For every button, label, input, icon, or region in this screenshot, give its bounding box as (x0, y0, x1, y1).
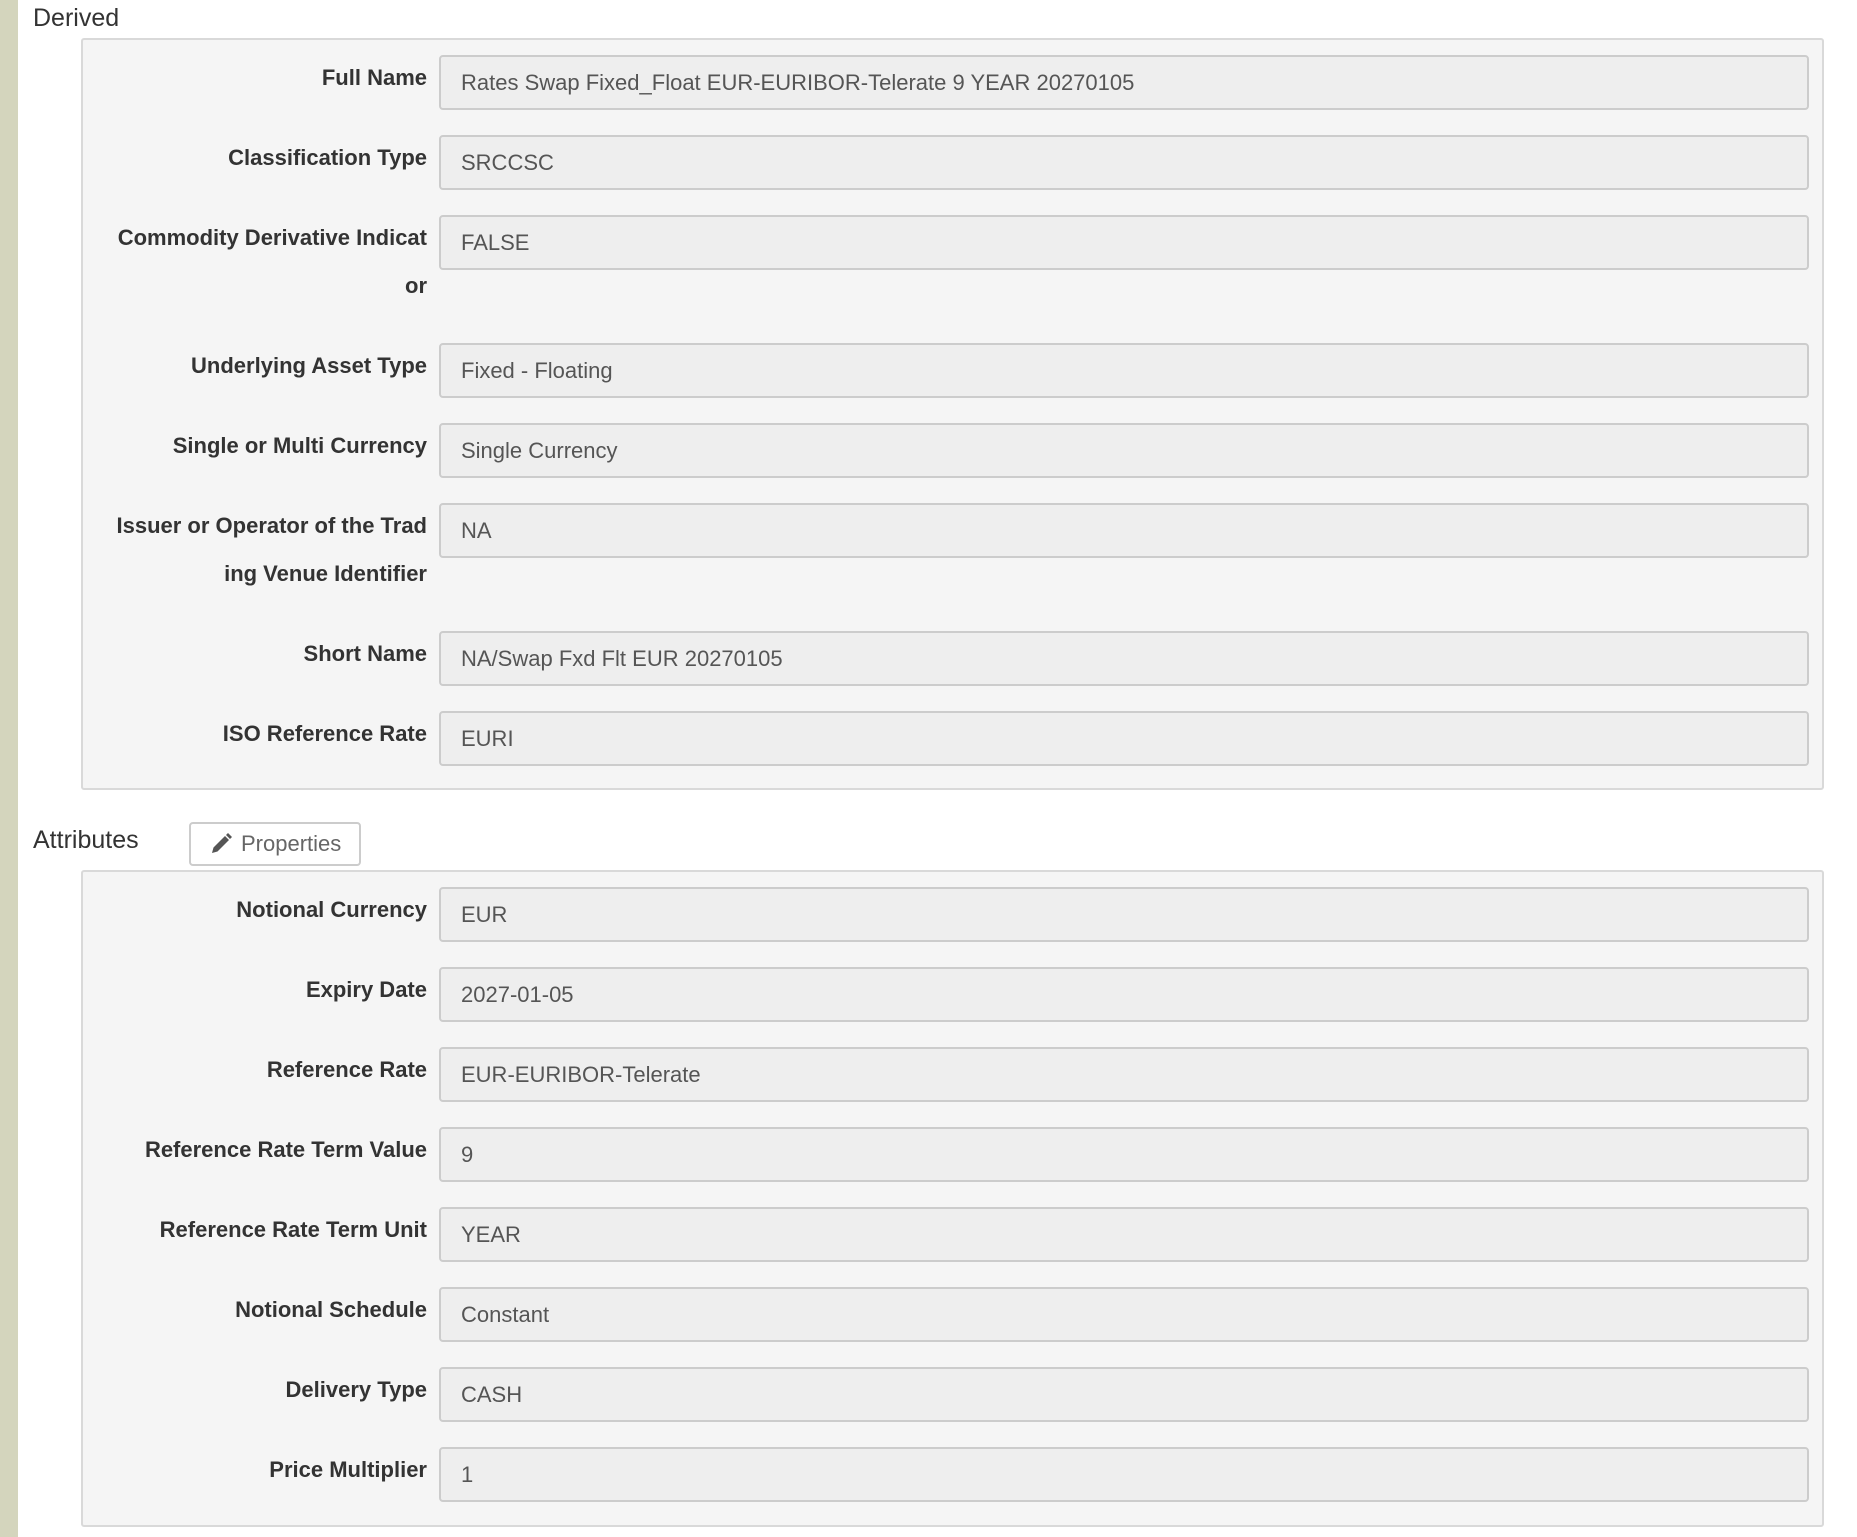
notional-currency-label: Notional Currency (236, 897, 427, 922)
delivery-type-label: Delivery Type (285, 1377, 427, 1402)
price-multiplier-field[interactable]: 1 (439, 1447, 1809, 1502)
reference-rate-term-value-field[interactable]: 9 (439, 1127, 1809, 1182)
price-multiplier-label: Price Multiplier (269, 1457, 427, 1482)
iso-reference-rate-label: ISO Reference Rate (222, 721, 427, 746)
underlying-asset-type-label: Underlying Asset Type (191, 353, 427, 378)
pencil-icon (209, 832, 233, 856)
notional-schedule-label: Notional Schedule (235, 1297, 427, 1322)
classification-type-label: Classification Type (228, 145, 427, 170)
attributes-heading: Attributes (33, 826, 139, 854)
notional-schedule-field[interactable]: Constant (439, 1287, 1809, 1342)
full-name-label: Full Name (321, 65, 427, 90)
reference-rate-term-unit-label: Reference Rate Term Unit (159, 1217, 427, 1242)
commodity-derivative-indicator-label-wrap: or (405, 273, 427, 298)
derived-panel (81, 38, 1824, 790)
notional-currency-field[interactable]: EUR (439, 887, 1809, 942)
single-or-multi-currency-label: Single or Multi Currency (172, 433, 427, 458)
underlying-asset-type-field[interactable]: Fixed - Floating (439, 343, 1809, 398)
expiry-date-label: Expiry Date (305, 977, 427, 1002)
properties-button-label: Properties (241, 831, 342, 856)
reference-rate-term-unit-field[interactable]: YEAR (439, 1207, 1809, 1262)
reference-rate-field[interactable]: EUR-EURIBOR-Telerate (439, 1047, 1809, 1102)
content-page (18, 0, 1857, 1537)
properties-button[interactable] (189, 822, 361, 866)
classification-type-field[interactable]: SRCCSC (439, 135, 1809, 190)
short-name-field[interactable]: NA/Swap Fxd Flt EUR 20270105 (439, 631, 1809, 686)
issuer-or-operator-label: Issuer or Operator of the Trad (116, 513, 427, 538)
derived-heading: Derived (33, 4, 120, 32)
full-name-field[interactable]: Rates Swap Fixed_Float EUR-EURIBOR-Telerate 9 YEAR 20270105 (439, 55, 1809, 110)
reference-rate-term-value-label: Reference Rate Term Value (144, 1137, 427, 1162)
issuer-or-operator-field[interactable]: NA (439, 503, 1809, 558)
reference-rate-label: Reference Rate (266, 1057, 427, 1082)
issuer-or-operator-label-wrap: ing Venue Identifier (224, 561, 427, 586)
iso-reference-rate-field[interactable]: EURI (439, 711, 1809, 766)
commodity-derivative-indicator-field[interactable]: FALSE (439, 215, 1809, 270)
single-or-multi-currency-field[interactable]: Single Currency (439, 423, 1809, 478)
expiry-date-field[interactable]: 2027-01-05 (439, 967, 1809, 1022)
short-name-label: Short Name (303, 641, 427, 666)
attributes-panel (81, 870, 1824, 1527)
delivery-type-field[interactable]: CASH (439, 1367, 1809, 1422)
commodity-derivative-indicator-label: Commodity Derivative Indicat (117, 225, 427, 250)
